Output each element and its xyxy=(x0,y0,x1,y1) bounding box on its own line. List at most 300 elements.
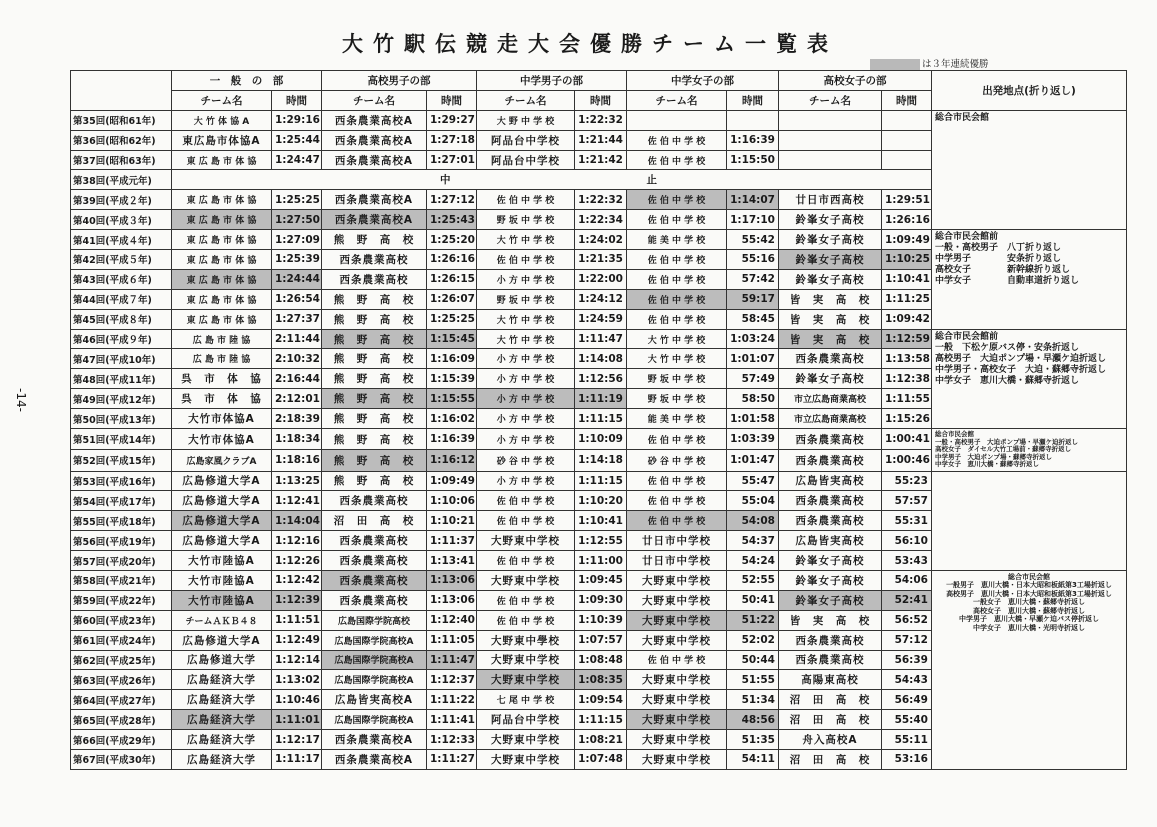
time-col-header: 時間 xyxy=(575,90,627,110)
team-cell: 佐 伯 中 学 校 xyxy=(627,250,727,270)
table-row xyxy=(71,230,1127,250)
team-col-header: チーム名 xyxy=(172,90,272,110)
team-cell: 佐 伯 中 学 校 xyxy=(627,269,727,289)
round-cell: 第67回(平成30年) xyxy=(71,750,172,770)
team-cell: 野 坂 中 学 校 xyxy=(477,210,575,230)
team-cell: 熊 野 高 校 xyxy=(322,389,427,409)
time-cell: 1:27:09 xyxy=(272,230,322,250)
team-cell: 鈴峯女子高校 xyxy=(779,551,882,571)
team-cell: 西条農業高校 xyxy=(779,491,882,511)
table-row xyxy=(71,110,1127,130)
team-cell: 東 広 島 市 体 協 xyxy=(172,250,272,270)
team-cell: 大竹市体協A xyxy=(172,429,272,450)
time-cell: 1:13:06 xyxy=(427,590,477,610)
time-cell: 1:10:09 xyxy=(575,429,627,450)
team-cell: 佐 伯 中 学 校 xyxy=(627,471,727,491)
time-cell: 1:21:44 xyxy=(575,130,627,150)
team-cell: 熊 野 高 校 xyxy=(322,309,427,329)
team-cell: 佐 伯 中 学 校 xyxy=(627,289,727,309)
time-cell: 1:11:00 xyxy=(575,551,627,571)
time-cell: 55:31 xyxy=(882,511,932,531)
time-cell: 1:10:21 xyxy=(427,511,477,531)
time-cell: 1:15:55 xyxy=(427,389,477,409)
time-cell: 1:26:07 xyxy=(427,289,477,309)
start-point-line: 中学男子 大迫ポンプ場・蘇郷寺折返し xyxy=(935,452,1052,461)
team-cell: 熊 野 高 校 xyxy=(322,429,427,450)
team-cell: 大 野 中 学 校 xyxy=(477,110,575,130)
time-cell: 1:26:16 xyxy=(882,210,932,230)
team-cell: 東 広 島 市 体 協 xyxy=(172,210,272,230)
team-cell: 広島経済大学 xyxy=(172,690,272,710)
time-cell: 1:25:25 xyxy=(427,309,477,329)
team-cell: 東 広 島 市 体 協 xyxy=(172,289,272,309)
division-general: 一 般 の 部 xyxy=(172,71,322,91)
start-point-line: 中学男子・高校女子 大迫・蘇郷寺折返し xyxy=(935,364,1107,375)
team-cell: 佐 伯 中 学 校 xyxy=(477,491,575,511)
team-cell: 大野東中学校 xyxy=(477,730,575,750)
team-cell: 大野東中学校 xyxy=(477,570,575,590)
time-cell: 54:24 xyxy=(727,551,779,571)
time-cell: 1:14:07 xyxy=(727,190,779,210)
team-cell: 廿日市中学校 xyxy=(627,531,727,551)
team-cell: 大 竹 中 学 校 xyxy=(627,329,727,349)
time-cell: 51:55 xyxy=(727,670,779,690)
time-cell: 1:12:38 xyxy=(882,369,932,389)
team-cell: 阿品台中学校 xyxy=(477,150,575,170)
start-point-line: 中学男子 安条折り返し xyxy=(935,254,1062,265)
team-cell: 大野東中學校 xyxy=(477,630,575,650)
time-cell: 51:35 xyxy=(727,730,779,750)
team-cell: 西条農業高校A xyxy=(322,110,427,130)
team-cell: 佐 伯 中 学 校 xyxy=(477,190,575,210)
time-cell: 1:10:46 xyxy=(272,690,322,710)
team-cell: 東広島市体協A xyxy=(172,130,272,150)
start-point-line: 高校男子 大迫ポンプ場・早瀬ケ迫折返し xyxy=(935,353,1107,364)
team-cell: 西条農業高校 xyxy=(779,429,882,450)
round-cell: 第57回(平成20年) xyxy=(71,551,172,571)
team-cell: 皆 実 高 校 xyxy=(779,610,882,630)
team-cell: 小 方 中 学 校 xyxy=(477,389,575,409)
team-cell: 東 広 島 市 体 協 xyxy=(172,269,272,289)
team-cell: 大野東中学校 xyxy=(477,670,575,690)
cancelled-cell xyxy=(172,170,932,190)
division-jhs-girls: 中学女子の部 xyxy=(627,71,779,91)
team-cell: 大野東中学校 xyxy=(477,650,575,670)
time-cell: 1:11:05 xyxy=(427,630,477,650)
team-cell: 佐 伯 中 学 校 xyxy=(627,309,727,329)
time-cell: 51:22 xyxy=(727,610,779,630)
team-cell: 砂 谷 中 学 校 xyxy=(477,450,575,471)
time-cell: 1:11:17 xyxy=(272,750,322,770)
team-cell: 小 方 中 学 校 xyxy=(477,369,575,389)
round-cell: 第43回(平成６年) xyxy=(71,269,172,289)
table-row xyxy=(71,471,1127,491)
start-point-line: 総合市民会館 xyxy=(935,430,974,439)
table-row xyxy=(71,329,1127,349)
team-cell: 鈴峯女子高校 xyxy=(779,369,882,389)
team-cell: 東 広 島 市 体 協 xyxy=(172,190,272,210)
round-cell: 第36回(昭和62年) xyxy=(71,130,172,150)
time-cell: 1:18:34 xyxy=(272,429,322,450)
team-cell: 廿日市西高校 xyxy=(779,190,882,210)
round-cell: 第59回(平成22年) xyxy=(71,590,172,610)
time-cell: 54:37 xyxy=(727,531,779,551)
time-cell: 54:08 xyxy=(727,511,779,531)
time-cell: 58:45 xyxy=(727,309,779,329)
time-cell: 1:13:41 xyxy=(427,551,477,571)
time-cell: 1:17:10 xyxy=(727,210,779,230)
time-cell: 1:12:49 xyxy=(272,630,322,650)
time-cell: 57:12 xyxy=(882,630,932,650)
team-cell: 佐 伯 中 学 校 xyxy=(627,491,727,511)
time-cell: 55:42 xyxy=(727,230,779,250)
round-cell: 第48回(平成11年) xyxy=(71,369,172,389)
time-cell: 55:04 xyxy=(727,491,779,511)
time-cell: 1:14:04 xyxy=(272,511,322,531)
time-cell: 52:55 xyxy=(727,570,779,590)
time-cell: 1:25:25 xyxy=(272,190,322,210)
time-cell: 1:24:44 xyxy=(272,269,322,289)
time-cell: 1:13:06 xyxy=(427,570,477,590)
round-cell: 第44回(平成７年) xyxy=(71,289,172,309)
team-cell: 能 美 中 学 校 xyxy=(627,230,727,250)
team-cell: 大 竹 中 学 校 xyxy=(477,230,575,250)
winners-table xyxy=(70,70,1127,770)
time-cell: 1:29:27 xyxy=(427,110,477,130)
team-cell: 小 方 中 学 校 xyxy=(477,349,575,369)
team-cell: 大野東中学校 xyxy=(627,610,727,630)
time-cell: 56:10 xyxy=(882,531,932,551)
team-cell: 佐 伯 中 学 校 xyxy=(627,429,727,450)
time-cell: 1:16:02 xyxy=(427,409,477,429)
time-cell: 1:11:15 xyxy=(575,710,627,730)
team-cell: 大竹市陸協A xyxy=(172,570,272,590)
time-cell: 1:11:15 xyxy=(575,471,627,491)
time-cell: 56:49 xyxy=(882,690,932,710)
team-cell: 西条農業高校 xyxy=(779,511,882,531)
time-cell: 1:12:26 xyxy=(272,551,322,571)
time-cell: 1:11:25 xyxy=(882,289,932,309)
round-cell: 第64回(平成27年) xyxy=(71,690,172,710)
time-cell: 57:49 xyxy=(727,369,779,389)
division-header-row xyxy=(71,71,1127,91)
round-cell: 第50回(平成13年) xyxy=(71,409,172,429)
time-cell: 1:15:39 xyxy=(427,369,477,389)
division-hs-girls: 高校女子の部 xyxy=(779,71,932,91)
time-cell: 1:03:39 xyxy=(727,429,779,450)
round-cell: 第60回(平成23年) xyxy=(71,610,172,630)
time-cell: 2:16:44 xyxy=(272,369,322,389)
start-point-line: 一般男子 恵川大橋・日本大昭和板紙第3工場折返し xyxy=(946,581,1112,590)
team-cell: 阿品台中学校 xyxy=(477,710,575,730)
team-cell: 皆 実 高 校 xyxy=(779,289,882,309)
cancelled-text-1: 中 xyxy=(440,174,457,187)
team-cell: 大 竹 中 学 校 xyxy=(477,309,575,329)
team-cell: 野 坂 中 学 校 xyxy=(477,289,575,309)
team-cell: 熊 野 高 校 xyxy=(322,329,427,349)
time-cell: 1:00:41 xyxy=(882,429,932,450)
time-cell xyxy=(727,110,779,130)
time-cell: 55:23 xyxy=(882,471,932,491)
start-point-header: 出発地点(折り返し) xyxy=(932,71,1127,111)
time-cell: 1:14:18 xyxy=(575,450,627,471)
team-cell: 西条農業高校A xyxy=(322,210,427,230)
round-header xyxy=(71,71,172,111)
team-cell: 広島皆実高校 xyxy=(779,531,882,551)
team-cell: 広島修道大学A xyxy=(172,511,272,531)
team-cell: 佐 伯 中 学 校 xyxy=(627,150,727,170)
time-cell: 1:11:47 xyxy=(427,650,477,670)
round-cell: 第56回(平成19年) xyxy=(71,531,172,551)
team-cell: 野 坂 中 学 校 xyxy=(627,369,727,389)
time-cell: 1:11:01 xyxy=(272,710,322,730)
time-cell: 1:16:12 xyxy=(427,450,477,471)
team-cell: 広島修道大学A xyxy=(172,491,272,511)
time-cell: 1:25:20 xyxy=(427,230,477,250)
round-cell: 第54回(平成17年) xyxy=(71,491,172,511)
start-point-line: 一般 下松ケ原バス停・安条折返し xyxy=(935,342,1080,353)
team-cell: 西条農業高校 xyxy=(322,570,427,590)
team-cell: 佐 伯 中 学 校 xyxy=(627,650,727,670)
team-cell: 広島皆実高校A xyxy=(322,690,427,710)
time-cell: 1:13:25 xyxy=(272,471,322,491)
team-cell: 西条農業高校 xyxy=(322,250,427,270)
start-point-line: 中学女子 恵川大橋・光明寺折返し xyxy=(973,623,1085,632)
time-col-header: 時間 xyxy=(727,90,779,110)
team-cell: 舟入高校A xyxy=(779,730,882,750)
team-cell: 大竹市陸協A xyxy=(172,551,272,571)
team-cell: 能 美 中 学 校 xyxy=(627,409,727,429)
time-cell: 1:09:54 xyxy=(575,690,627,710)
time-cell: 1:24:12 xyxy=(575,289,627,309)
team-cell: 広島修道大学A xyxy=(172,471,272,491)
time-cell: 1:27:50 xyxy=(272,210,322,230)
legend-note-text: は３年連続優勝 xyxy=(922,59,989,70)
start-point-line: 高校女子 新幹線折り返し xyxy=(935,265,1071,276)
time-cell: 1:18:16 xyxy=(272,450,322,471)
team-cell: 広島修道大学A xyxy=(172,630,272,650)
start-point-cell xyxy=(932,329,1127,428)
team-cell: 西条農業高校 xyxy=(779,349,882,369)
time-cell: 56:52 xyxy=(882,610,932,630)
time-cell: 1:09:49 xyxy=(427,471,477,491)
team-cell: 広島経済大学 xyxy=(172,710,272,730)
team-cell: 小 方 中 学 校 xyxy=(477,409,575,429)
team-cell: 佐 伯 中 学 校 xyxy=(477,551,575,571)
round-cell: 第47回(平成10年) xyxy=(71,349,172,369)
time-cell xyxy=(882,130,932,150)
cancelled-text-2: 止 xyxy=(646,174,663,187)
team-cell: 呉 市 体 協 xyxy=(172,389,272,409)
team-col-header: チーム名 xyxy=(779,90,882,110)
time-cell: 1:26:54 xyxy=(272,289,322,309)
time-cell: 1:10:41 xyxy=(882,269,932,289)
team-cell: 広島国際学院高校A xyxy=(322,650,427,670)
time-cell: 1:08:21 xyxy=(575,730,627,750)
team-cell: 佐 伯 中 学 校 xyxy=(477,511,575,531)
start-point-cell xyxy=(932,471,1127,570)
team-cell: 西条農業高校A xyxy=(322,750,427,770)
time-cell: 1:15:26 xyxy=(882,409,932,429)
time-cell: 1:12:40 xyxy=(427,610,477,630)
team-cell xyxy=(779,130,882,150)
time-cell: 1:01:58 xyxy=(727,409,779,429)
time-cell: 1:09:49 xyxy=(882,230,932,250)
team-cell: 佐 伯 中 学 校 xyxy=(627,130,727,150)
time-cell: 1:16:39 xyxy=(727,130,779,150)
team-cell: 沼 田 高 校 xyxy=(322,511,427,531)
time-cell: 1:08:35 xyxy=(575,670,627,690)
team-cell: 西条農業高校 xyxy=(322,551,427,571)
team-cell: 大 竹 体 協 A xyxy=(172,110,272,130)
team-col-header: チーム名 xyxy=(627,90,727,110)
team-cell xyxy=(779,110,882,130)
round-cell: 第45回(平成８年) xyxy=(71,309,172,329)
team-cell: 熊 野 高 校 xyxy=(322,409,427,429)
time-cell: 50:41 xyxy=(727,590,779,610)
team-cell: 熊 野 高 校 xyxy=(322,471,427,491)
time-cell: 1:22:32 xyxy=(575,110,627,130)
time-cell: 1:11:51 xyxy=(272,610,322,630)
time-cell: 1:27:01 xyxy=(427,150,477,170)
team-cell: 大野東中学校 xyxy=(627,750,727,770)
round-cell: 第38回(平成元年) xyxy=(71,170,172,190)
team-cell: 佐 伯 中 学 校 xyxy=(627,210,727,230)
team-cell: 鈴峯女子高校 xyxy=(779,590,882,610)
team-cell: 大野東中学校 xyxy=(627,690,727,710)
round-cell: 第53回(平成16年) xyxy=(71,471,172,491)
time-cell: 58:50 xyxy=(727,389,779,409)
round-cell: 第41回(平成４年) xyxy=(71,230,172,250)
team-cell: 大 竹 中 学 校 xyxy=(477,329,575,349)
team-cell: 西条農業高校 xyxy=(322,491,427,511)
time-cell: 2:11:44 xyxy=(272,329,322,349)
start-point-line: 総合市民会館 xyxy=(1008,572,1050,581)
team-cell: 佐 伯 中 学 校 xyxy=(627,190,727,210)
team-cell: 広島国際学院高校A xyxy=(322,630,427,650)
legend-note xyxy=(870,56,989,71)
time-col-header: 時間 xyxy=(272,90,322,110)
team-cell: 小 方 中 学 校 xyxy=(477,471,575,491)
time-cell: 48:56 xyxy=(727,710,779,730)
team-cell: 野 坂 中 学 校 xyxy=(627,389,727,409)
start-point-line: 中学女子 恵川大橋・蘇郷寺折返し xyxy=(935,375,1080,386)
team-cell: 西条農業高校 xyxy=(779,450,882,471)
start-point-line: 高校女子 ダイセル大竹工場前・蘇郷寺折返し xyxy=(935,445,1072,454)
team-cell: 広島経済大学 xyxy=(172,670,272,690)
time-cell: 1:22:34 xyxy=(575,210,627,230)
time-cell: 1:10:06 xyxy=(427,491,477,511)
time-cell: 1:07:57 xyxy=(575,630,627,650)
time-cell: 52:02 xyxy=(727,630,779,650)
round-cell: 第42回(平成５年) xyxy=(71,250,172,270)
team-cell: 小 方 中 学 校 xyxy=(477,269,575,289)
time-cell: 1:11:15 xyxy=(575,409,627,429)
time-cell: 2:12:01 xyxy=(272,389,322,409)
team-cell: 広島経済大学 xyxy=(172,750,272,770)
team-cell: 鈴峯女子高校 xyxy=(779,210,882,230)
round-cell: 第39回(平成２年) xyxy=(71,190,172,210)
start-point-line: 中学男子 恵川大橋・早瀬ケ迫バス停折返し xyxy=(959,615,1099,624)
round-cell: 第61回(平成24年) xyxy=(71,630,172,650)
team-cell: 熊 野 高 校 xyxy=(322,450,427,471)
start-point-line: 一般・高校男子 八丁折り返し xyxy=(935,243,1062,254)
team-cell: 熊 野 高 校 xyxy=(322,349,427,369)
team-cell: 佐 伯 中 学 校 xyxy=(477,590,575,610)
start-point-line: 総合市民会館前 xyxy=(935,232,999,243)
round-cell: 第37回(昭和63年) xyxy=(71,150,172,170)
team-cell: 広島国際学院高校 xyxy=(322,610,427,630)
time-cell: 54:11 xyxy=(727,750,779,770)
team-cell: 大竹市体協A xyxy=(172,409,272,429)
time-cell: 1:12:14 xyxy=(272,650,322,670)
team-cell: 佐 伯 中 学 校 xyxy=(477,610,575,630)
team-cell: 鈴峯女子高校 xyxy=(779,230,882,250)
division-hs-boys: 高校男子の部 xyxy=(322,71,477,91)
team-cell: 広島国際学院高校A xyxy=(322,670,427,690)
team-cell: 西条農業高校A xyxy=(322,730,427,750)
time-cell: 1:01:47 xyxy=(727,450,779,471)
time-cell: 1:21:42 xyxy=(575,150,627,170)
time-cell: 1:00:46 xyxy=(882,450,932,471)
start-point-line: 一般・高校男子 大迫ポンプ場・早瀬ケ迫折返し xyxy=(935,437,1078,446)
time-cell: 1:01:07 xyxy=(727,349,779,369)
team-cell: 広島修道大学A xyxy=(172,531,272,551)
team-cell: 阿品台中学校 xyxy=(477,130,575,150)
time-cell: 1:11:47 xyxy=(575,329,627,349)
team-cell: 西条農業高校A xyxy=(322,150,427,170)
time-cell: 53:43 xyxy=(882,551,932,571)
time-cell: 57:42 xyxy=(727,269,779,289)
team-cell: 佐 伯 中 学 校 xyxy=(627,511,727,531)
time-cell xyxy=(882,110,932,130)
highlight-swatch xyxy=(870,59,920,71)
page-number: -14- xyxy=(14,388,28,412)
time-cell: 1:25:39 xyxy=(272,250,322,270)
time-cell: 50:44 xyxy=(727,650,779,670)
round-cell: 第51回(平成14年) xyxy=(71,429,172,450)
start-point-cell xyxy=(932,230,1127,329)
time-cell: 51:34 xyxy=(727,690,779,710)
time-cell: 55:16 xyxy=(727,250,779,270)
time-cell: 1:12:16 xyxy=(272,531,322,551)
time-cell: 1:13:58 xyxy=(882,349,932,369)
time-cell xyxy=(882,150,932,170)
team-cell: チームＡＫＢ４８ xyxy=(172,610,272,630)
team-cell: 高陽東高校 xyxy=(779,670,882,690)
team-cell: 沼 田 高 校 xyxy=(779,710,882,730)
time-cell: 1:12:33 xyxy=(427,730,477,750)
time-cell: 1:25:44 xyxy=(272,130,322,150)
time-cell: 1:27:18 xyxy=(427,130,477,150)
time-cell: 1:27:12 xyxy=(427,190,477,210)
round-cell: 第62回(平成25年) xyxy=(71,650,172,670)
time-cell: 1:09:30 xyxy=(575,590,627,610)
team-cell: 西条農業高校 xyxy=(322,590,427,610)
team-cell: 鈴峯女子高校 xyxy=(779,269,882,289)
time-cell: 1:11:41 xyxy=(427,710,477,730)
team-cell: 呉 市 体 協 xyxy=(172,369,272,389)
team-cell: 小 方 中 学 校 xyxy=(477,429,575,450)
time-cell: 1:16:39 xyxy=(427,429,477,450)
team-cell xyxy=(627,110,727,130)
team-cell: 大野東中学校 xyxy=(627,710,727,730)
team-cell: 沼 田 高 校 xyxy=(779,690,882,710)
round-cell: 第40回(平成３年) xyxy=(71,210,172,230)
time-cell: 1:10:39 xyxy=(575,610,627,630)
time-cell: 1:22:00 xyxy=(575,269,627,289)
team-cell: 大野東中学校 xyxy=(627,730,727,750)
